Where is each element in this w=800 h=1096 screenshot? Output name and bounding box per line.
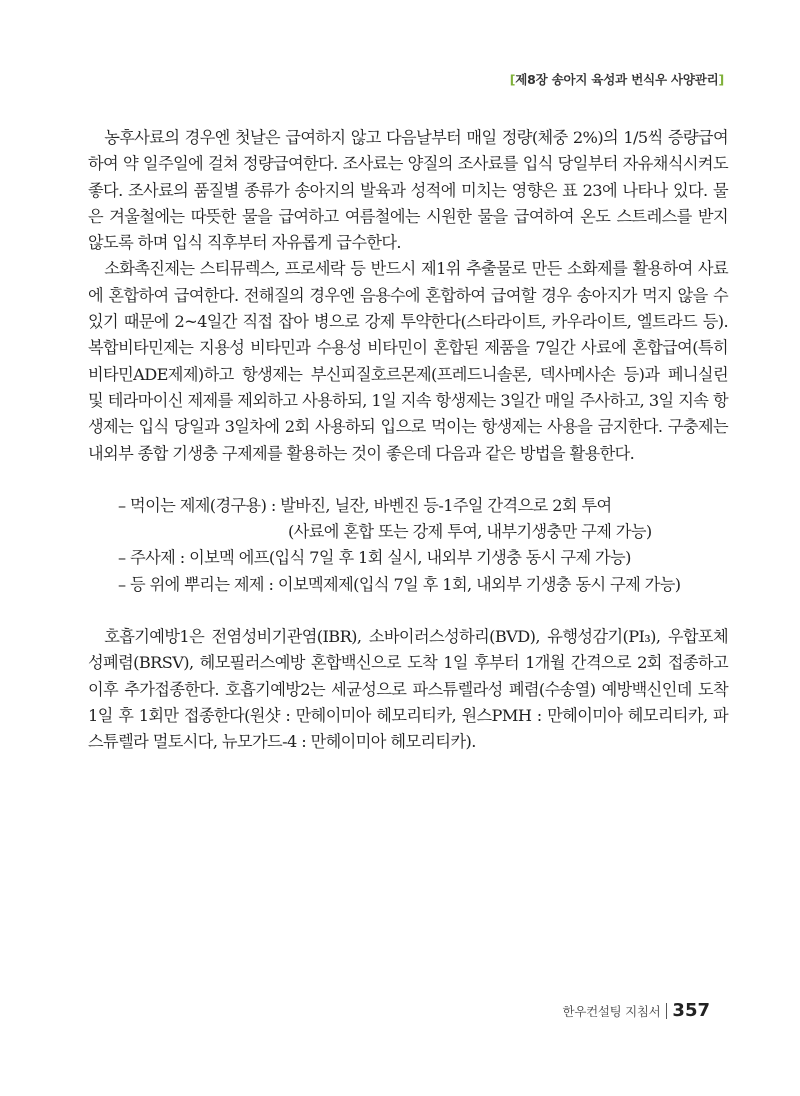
paragraph-medication: 소화촉진제는 스티뮤렉스, 프로세락 등 반드시 제1위 추출물로 만든 소화제를 활용하여 사료에 혼합하여 급여한다. 전해질의 경우엔 음용수에 혼합하여 급여할 경우 송아지가 먹지 않을 수 있기 때문에 2~4일간 직접 잡아 병으로 강제 투약한다(스타라이트, 카우라이트, 엘트라드 등). 복합비타민제는 지용성 비타민과 수용성 비타민이 혼합된 제품을 7일간 사료에 혼합급여(특히 비타민ADE제제)하고 항생제는 부신피질호르몬제(프레드니솔론, 덱사메사손 등)과 페니실린 및 테라마이신 제제를 제외하고 사용하되, 1일 지속 항생제는 3일간 매일 주사하고, 3일 지속 항생제는 입식 당일과 3일차에 2회 사용하되 입으로 먹이는 항생제는 사용을 금지한다. 구충제는 내외부 종합 기생충 구제제를 활용하는 것이 좋은데 다음과 같은 방법을 활용한다. (88, 259, 728, 463)
list-item-injection: – 주사제 : 이보멕 에프(입식 7일 후 1회 실시, 내외부 기생충 동시 구제 가능) (118, 548, 631, 568)
paragraph-vaccination: 호흡기예방1은 전염성비기관염(IBR), 소바이러스성하리(BVD), 유행성감기(PI₃), 우합포체성폐렴(BRSV), 헤모필러스예방 혼합백신으로 도착 1일 후부터 1개월 간격으로 2회 접종하고 이후 추가접종한다. 호흡기예방2는 세균성으로 파스튜렐라성 폐렴(수송열) 예방백신인데 도착 1일 후 1회만 접종한다(원샷 : 만헤이미아 헤모리티카, 원스PMH : 만헤이미아 헤모리티카, 파스튜렐라 멀토시다, 뉴모가드-4 : 만헤이미아 헤모리티카). (88, 627, 728, 752)
page-footer (563, 1000, 710, 1021)
list-item-oral: – 먹이는 제제(경구용) : 발바진, 닐잔, 바벤진 등-1주일 간격으로 2회 투여 (118, 495, 612, 515)
list-item-pour-on: – 등 위에 뿌리는 제제 : 이보멕제제(입식 7일 후 1회, 내외부 기생충 동시 구제 가능) (118, 574, 681, 594)
chapter-header (510, 70, 724, 88)
footer-divider (666, 1003, 667, 1019)
antiparasitic-list (88, 493, 728, 598)
header-bracket-left: [ (509, 72, 516, 87)
spacer (88, 467, 728, 493)
list-item-oral-note: (사료에 혼합 또는 강제 투여, 내부기생충만 구제 가능) (288, 522, 652, 542)
chapter-title: 제8장 송아지 육성과 번식우 사양관리 (515, 72, 719, 87)
page-body (88, 125, 728, 756)
header-bracket-right: ] (718, 72, 724, 87)
spacer (88, 598, 728, 624)
paragraph-feeding: 농후사료의 경우엔 첫날은 급여하지 않고 다음날부터 매일 정량(체중 2%)의 1/5씩 증량급여하여 약 일주일에 걸쳐 정량급여한다. 조사료는 양질의 조사료를 입식 당일부터 자유채식시켜도 좋다. 조사료의 품질별 종류가 송아지의 발육과 성적에 미치는 영향은 표 23에 나타나 있다. 물은 겨울철에는 따뜻한 물을 급여하고 여름철에는 시원한 물을 급여하여 온도 스트레스를 받지 않도록 하며 입식 직후부터 자유롭게 급수한다. (88, 128, 728, 253)
book-title: 한우컨설팅 지침서 (562, 1003, 661, 1019)
page-number: 357 (672, 1000, 710, 1021)
